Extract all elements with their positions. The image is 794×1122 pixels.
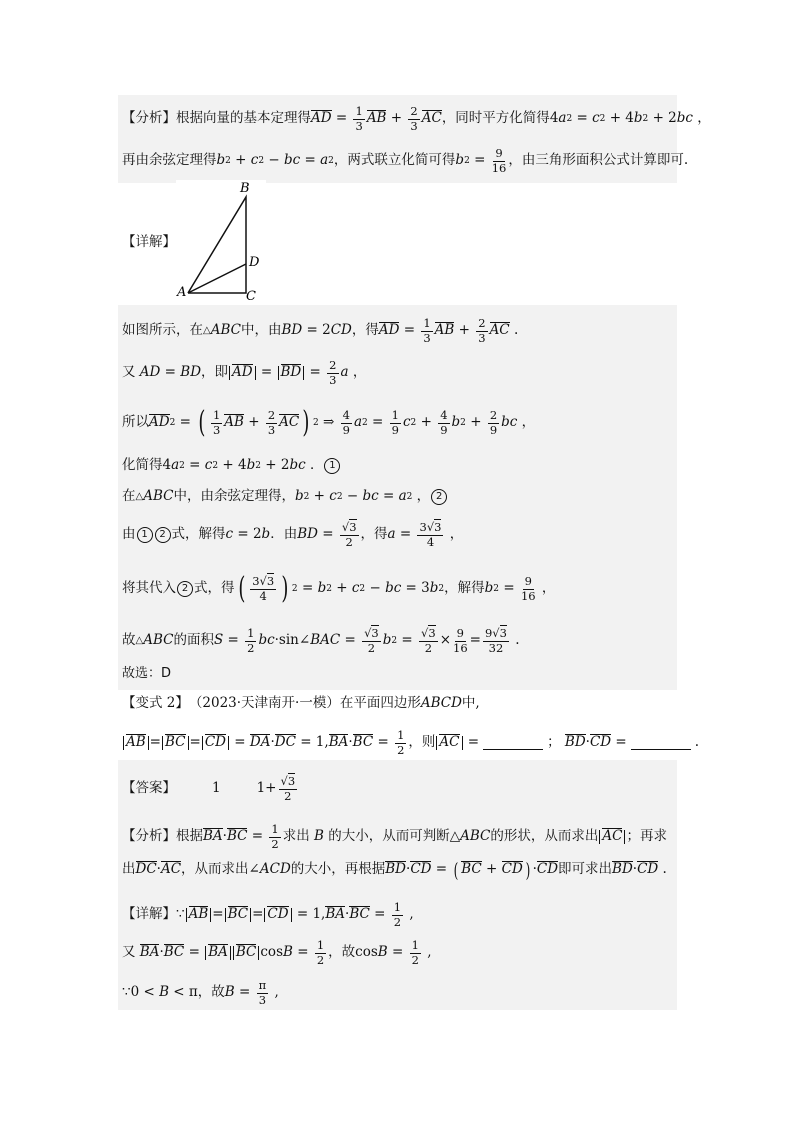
analysis2-line-2: 出 DC · AC ，从而求出 ∠ ACD 的大小，再根据 BD · CD = ( BC + CD ) · CD 即可求出 BD · CD .	[122, 858, 667, 882]
detail-line-9	[122, 667, 171, 680]
detail2-line-3: ∵ 0 < B < π ，故 B = $\frac{\pi}{3}$ ,	[122, 978, 279, 1007]
answer-label: 【答案】	[122, 780, 176, 797]
detail-line-8: 故 △ ABC 的面积 S = $\frac{1}{2}$ bc ·sin∠ BAC = $\frac{√3}{2}$ b 2 = $\frac{√3}{2}$ × $\frac{9}{16}$ = $\frac{9√3}{32}$ .	[122, 626, 520, 655]
detail2-line-2: 又 BA · BC = BA BC cos B = $\frac{1}{2}$ ，故 cos B = $\frac{1}{2}$ ,	[122, 938, 432, 967]
variant-source: （2023·天津南开·一模）	[188, 695, 340, 711]
triangle-figure	[176, 180, 266, 305]
detail2-label: 【详解】	[122, 906, 176, 923]
triangle-svg	[176, 180, 266, 305]
detail-line-2: 又 AD = BD ，即 AD = BD = $\frac{2}{3}$ a ，	[122, 358, 367, 387]
detail-line-6: 由 1 2 式，解得 c = 2 b ．由 BD = $\frac{√3}{2}$ ，得 a = $\frac{3√3}{4}$ ，	[122, 520, 464, 549]
analysis2-label: 【分析】	[122, 828, 176, 845]
variant-line-2: AB = BC = CD = DA · DC = 1, BA · BC = $\frac{1}{2}$ ，则 AC = ； BD · CD = .	[122, 730, 699, 756]
analysis-line-2: 再由余弦定理得 b 2 + c 2 − bc = a 2 ，两式联立化简可得 b 2 = $\frac{9}{16}$ ，由三角形面积公式计算即可.	[122, 146, 689, 175]
analysis-line-1: 【分析】 根据向量的基本定理得 AD = $\frac{1}{3}$ AB + $\frac{2}{3}$ AC ，同时平方化简得 4 a 2 = c 2 + 4 b 2 + 2 bc ，	[122, 104, 711, 133]
answer-line: 【答案】 1 1+ $\frac{√3}{2}$	[122, 774, 296, 803]
analysis2-line-1: 【分析】 根据 BA · BC = $\frac{1}{2}$ 求出 B 的大小，从而可判断 △ ABC 的形状，从而求出 AC ；再求	[122, 822, 667, 851]
detail-line-3: 所以 AD 2 = ( $\frac{1}{3}$ AB + $\frac{2}{3}$ AC ) 2 ⇒ $\frac{4}{9}$ a 2 = $\frac{1}{9}$ c 2 + $\frac{4}{9}$ b 2 + $\frac{2}{9}$ bc ，	[122, 405, 536, 440]
detail2-line-1: 【详解】 ∵ AB = BC = CD = 1, BA · BC = $\frac{1}{2}$ ,	[122, 900, 414, 929]
detail-label: 【详解】	[122, 234, 176, 250]
svg-text:A: A	[177, 285, 187, 300]
detail-line-4: 化简得 4 a 2 = c 2 + 4 b 2 + 2 bc ． 1	[122, 458, 341, 474]
analysis-label: 【分析】	[122, 110, 176, 127]
variant-label: 【变式 2】	[122, 695, 189, 711]
blank-1	[483, 737, 543, 750]
answer-1: 1	[212, 780, 221, 797]
detail-label-line	[122, 236, 176, 250]
detail-line-1: 如图所示，在 △ ABC 中，由 BD = 2 CD ，得 AD = $\frac{1}{3}$ AB + $\frac{2}{3}$ AC .	[122, 316, 519, 345]
blank-2	[631, 737, 691, 750]
answer-choice: 故选：D	[122, 666, 172, 681]
variant-line-1: 【变式 2】 （2023·天津南开·一模） 在平面四边形 ABCD 中,	[122, 695, 480, 711]
svg-text:B: B	[240, 181, 250, 196]
svg-text:D: D	[249, 255, 260, 270]
detail-line-5: 在 △ ABC 中，由余弦定理得， b 2 + c 2 − bc = a 2 ， 2	[122, 489, 448, 505]
answer-2: 1+	[256, 780, 277, 797]
svg-text:C: C	[246, 289, 256, 304]
detail-line-7: 将其代入 2 式，得 ( $\frac{3√3}{4}$ ) 2 = b 2 + c 2 − bc = 3 b 2 ，解得 b 2 = $\frac{9}{16}$ ，	[122, 571, 556, 606]
